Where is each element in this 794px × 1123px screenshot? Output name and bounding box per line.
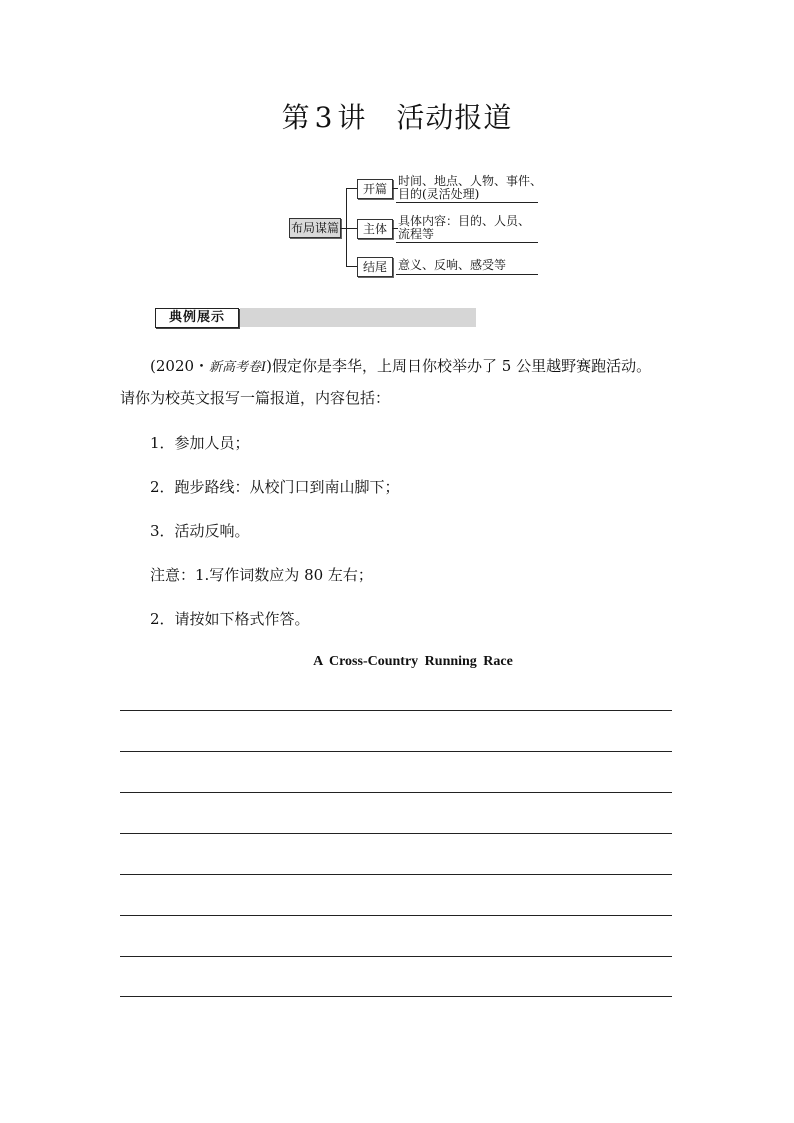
prompt-source-name: 新高考卷Ⅰ (209, 360, 267, 375)
outline-root: 布局谋篇 (289, 218, 341, 238)
section-bar (240, 308, 476, 327)
prompt-note-1: 注意：1.写作词数应为 80 左右； (150, 566, 373, 584)
branch-text-opening-line1: 时间、地点、人物、事件、 (398, 174, 543, 188)
branch-text-body-line2: 流程等 (398, 227, 435, 241)
underline-body (396, 242, 538, 243)
writing-line (120, 956, 672, 957)
connector-branch-2 (346, 228, 357, 229)
writing-line (120, 833, 672, 834)
connector-branch-1 (346, 188, 357, 189)
lesson-topic: 活动报道 (396, 101, 513, 134)
section-tag: 典例展示 (155, 308, 239, 328)
branch-text-ending-line1: 意义、反响、感受等 (398, 258, 507, 272)
branch-label-ending: 结尾 (357, 257, 393, 277)
writing-line (120, 874, 672, 875)
branch-text-opening-line2: 目的(灵活处理) (398, 187, 480, 201)
underline-ending (396, 274, 538, 275)
prompt-note-2: 2．请按如下格式作答。 (150, 610, 310, 628)
branch-text-ending (398, 259, 506, 272)
writing-line (120, 751, 672, 752)
prompt-line-1-text: )假定你是李华，上周日你校举办了 5 公里越野赛跑活动。 (266, 357, 652, 375)
prompt-line-2: 请你为校英文报写一篇报道，内容包括： (120, 389, 391, 407)
branch-label-opening: 开篇 (357, 179, 393, 199)
underline-opening (396, 202, 538, 203)
writing-line (120, 996, 672, 997)
connector-trunk (346, 188, 347, 266)
writing-line (120, 710, 672, 711)
branch-text-body (398, 215, 530, 241)
prompt-source-open: (2020・ (150, 357, 210, 375)
branch-text-body-line1: 具体内容：目的、人员、 (398, 214, 531, 228)
structure-diagram (0, 0, 794, 300)
lesson-suffix: 讲 (337, 101, 367, 134)
branch-label-body: 主体 (357, 219, 393, 239)
writing-line (120, 792, 672, 793)
prompt-item-2: 2．跑步路线：从校门口到南山脚下； (150, 478, 400, 496)
prompt-item-3: 3．活动反响。 (150, 522, 250, 540)
connector-branch-3 (346, 266, 357, 267)
writing-line (120, 915, 672, 916)
essay-title: A Cross-Country Running Race (313, 654, 513, 669)
branch-text-opening (398, 175, 542, 201)
prompt-line-1 (150, 356, 710, 378)
lesson-number: 3 (314, 101, 334, 134)
prompt-item-1: 1．参加人员； (150, 434, 250, 452)
lesson-prefix: 第 (281, 101, 311, 134)
